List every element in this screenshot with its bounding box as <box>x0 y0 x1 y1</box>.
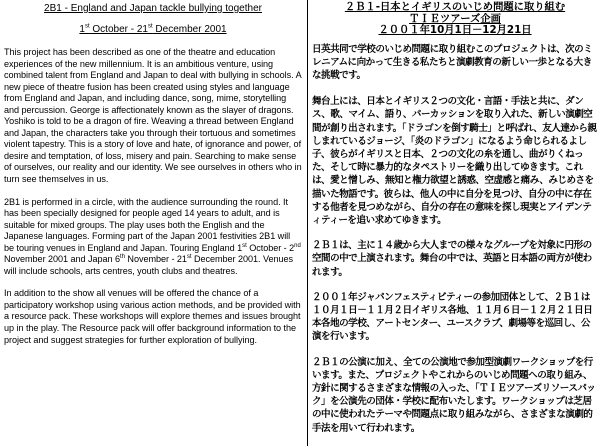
japanese-paragraph-intro: 日英共同で学校のいじめ問題に取り組むこのプロジェクトは、次のミレニアムに向かって生きる私たちと演劇教育の新しい一歩となる大きな挑戦です。 <box>312 43 593 81</box>
performance-text-e: December 2001. Venues will include schools, arts centres, youth clubs and theatres. <box>4 254 294 276</box>
performance-text-b: October - 2 <box>246 242 295 253</box>
date-end-suffix: st <box>147 23 153 30</box>
japanese-title-line2: ＴＩＥツアーズ企画 <box>409 12 501 25</box>
english-paragraph-intro: This project has been described as one of the theatre and education experiences of the new millennium. It is an ambitious venture, using combined talent from England and Japan to deal with bullying in schools. A new piece of theatre fusion has been created using styles and language from England and Japan, and including dance, song, mime, storytelling and percussion. George is affectionately known as the slayer of dragons. Yoshiko is told to be a dragon of fire. Weaving a thread between England and Japan, the characters take you through their tortuous and sometimes violent tapestry. This is a story of love and hate, of ignorance and power, of desire and temptation, of loss, misery and pain. Searching to make sense of ourselves, our reality and our identity. We see ourselves in others who in turn see themselves in us. <box>4 47 302 185</box>
date-start-day: 1 <box>79 24 85 35</box>
english-paragraph-performance <box>4 197 302 278</box>
sup-st-1: st <box>242 242 247 249</box>
english-column <box>4 0 302 346</box>
japanese-paragraph-workshop: ２Ｂ１の公演に加え、全ての公演地で参加型演劇ワークショップを行います。また、プロジェクトやこれからのいじめ問題への取り組み、方針に関するさまざまな情報の入った、「ＴＩＥツアーズリソースパック」を公演先の団体・学校に配布いたします。ワークショップは芝居の中に使われたテーマや問題点に取り組みながら、さまざまな演劇的手法を用いて行われます。 <box>312 356 596 434</box>
japanese-paragraph-story: 舞台上には、日本とイギリス２つの文化・言語・手法と共に、ダンス、歌、マイム、語り、パーカッションを取り入れた、新しい演劇空間が創り出されます。「ドラゴンを倒す騎士」と呼ばれ、友人達から親しまれているジョージ、「炎のドラゴン」になるよう命じられるよし子、彼らがイギリスと日本、２つの文化の糸を通し、曲がりくねった、そして時に暴力的なタペストリーを織り出してゆきます。これは、愛と憎しみ、無知と権力欲望と誘惑、空虚感と痛み、みじめさを描いた物語です。彼らは、他人の中に自分を見つけ、自分の中に存在する他者を見つめながら、自分の存在の意味を探し現実とアイデンティティーを追い求めてゆきます。 <box>312 96 597 226</box>
column-divider <box>307 0 308 446</box>
date-end: December 2001 <box>152 24 227 35</box>
english-date-range <box>4 23 302 36</box>
date-mid: October - 21 <box>89 24 148 35</box>
english-paragraph-workshop: In addition to the show all venues will be offered the chance of a participatory workshop using various action methods, and be provided with a resource pack. These workshops will explore themes and issues brought up in the play. The Resource pack will offer background information to the project and suggest strategies for further exploration of bullying. <box>4 288 301 345</box>
performance-text-c: November 2001 and Japan 6 <box>4 254 121 265</box>
sup-nd: nd <box>294 242 301 249</box>
english-title: 2B1 - England and Japan tackle bullying together <box>44 3 262 14</box>
japanese-title-line1: ２Ｂ１-日本とイギリスのいじめ問題に取り組む <box>344 1 566 13</box>
japanese-title-line3: ２００１年10月1日－12月21日 <box>378 24 532 36</box>
japanese-title <box>312 2 598 37</box>
japanese-paragraph-performance: ２Ｂ１は、主に１４歳から大人までの様々なグループを対象に円形の空間の中で上演されます。舞台の中では、英語と日本語の両方が使われます。 <box>312 240 592 278</box>
sup-th: th <box>120 254 125 261</box>
date-start-suffix: st <box>84 23 90 30</box>
japanese-paragraph-tour: ２００１年ジャパンフェスティビティーの参加団体として、２Ｂ１は１０月１日－１１月２日イギリス各地、１１月６日－１２月２１日日本各地の学校、アートセンター、ユースクラブ、劇場等を巡回し、公演を行います。 <box>312 291 593 343</box>
performance-text-d: November - 21 <box>124 254 187 265</box>
sup-st-2: st <box>186 254 192 261</box>
performance-text-a: 2B1 is performed in a circle, with the audience surrounding the round. It has been specially designed for people aged 14 years to adult, and is suitable for mixed groups. The play uses both the English and the Japanese languages. Forming part of the Japan 2001 festivities 2B1 will be touring venues in England and Japan. Touring England 1 <box>4 196 291 253</box>
japanese-column <box>312 0 598 435</box>
